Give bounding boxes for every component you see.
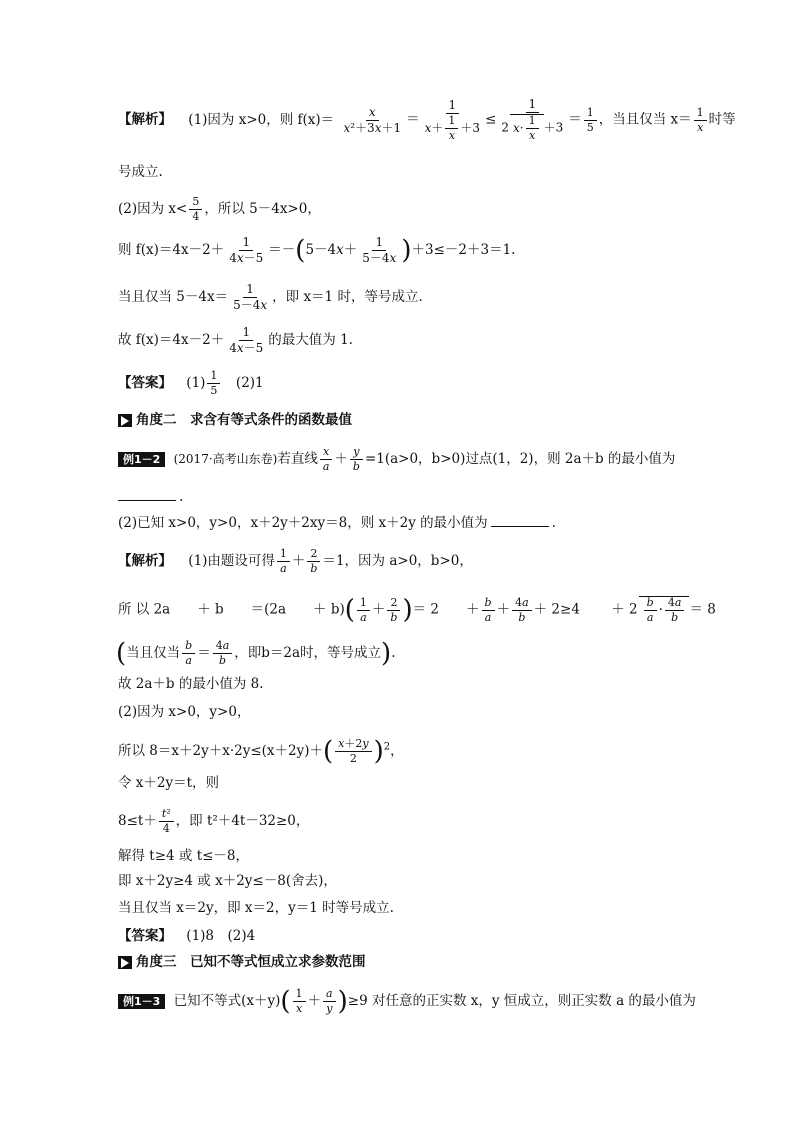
play-icon — [118, 956, 132, 969]
example-1-2-line1: 例1－2 (2017·高考山东卷)若直线 $\frac{x}{a}$ ＋ $\frac{y}{b}$ =1(a>0，b>0)过点(1，2)，则 2a＋b 的最小值为 — [118, 446, 675, 473]
solution2-line11: 当且仅当 x＝2y，即 x＝2，y＝1 时等号成立. — [118, 900, 394, 916]
analysis-label: 【解析】 — [118, 111, 172, 128]
fraction: 1 x＋ $\frac{1}{x}$ ＋3 — [424, 97, 481, 142]
solution1-line2: 号成立. — [118, 164, 163, 180]
solution2-line8: 8≤t＋ $\frac{\text{t²}}{4}$ ，即 t²＋4t－32≥0， — [118, 807, 310, 835]
solution1-p2-line2: 则 f(x)＝4x－2＋ $\frac{1}{4x-5}$ ＝－(5－4x＋ $\frac{1}{5-4x}$ )＋3≤－2＋3＝1. — [118, 235, 516, 266]
solution2-line10: 即 x＋2y≥4 或 x＋2y≤－8(舍去)， — [118, 873, 337, 889]
solution2-line1: 【解析】 (1)由题设可得 $\frac{1}{a}$ ＋ $\frac{2}{b}$ ＝1，因为 a>0，b>0， — [118, 547, 473, 575]
solution1-p2-line4: 故 f(x)＝4x－2＋ $\frac{1}{4x-5}$ 的最大值为 1. — [118, 325, 353, 355]
solution2-line3: (当且仅当 $\frac{b}{a}$ ＝ $\frac{4a}{b}$ ，即b＝2a时，等号成立). — [116, 638, 396, 669]
fraction: $\frac{x}{\text{x²＋3x＋1}}$ — [343, 104, 402, 135]
fraction: $\frac{1}{x}$ — [694, 107, 707, 134]
section-heading-angle3: 角度三 已知不等式恒成立求参数范围 — [118, 956, 366, 970]
play-icon — [118, 414, 132, 427]
solution2-line7: 令 x＋2y＝t，则 — [118, 775, 220, 791]
solution1-p2-line1: (2)因为 x< $\frac{5}{4}$ ，所以 5－4x>0， — [118, 195, 321, 223]
example-1-3-line1: 例1－3 已知不等式(x＋y)( $\frac{1}{x}$ ＋ $\frac{a}{y}$ )≥9 对任意的正实数 x，y 恒成立，则正实数 a 的最小值为 — [118, 988, 696, 1015]
section-heading-angle2: 角度二 求含有等式条件的函数最值 — [118, 414, 352, 428]
fraction: $\frac{1}{5}$ — [584, 107, 597, 134]
answer-blank — [491, 514, 549, 527]
example-1-2-blank: . — [118, 488, 183, 505]
example-1-2-q2: (2)已知 x>0，y>0，x＋2y＋2xy＝8，则 x＋2y 的最小值为 . — [118, 515, 556, 531]
solution2-line9: 解得 t≥4 或 t≤－8， — [118, 848, 250, 864]
answer-blank — [118, 488, 176, 501]
solution1-p2-line3: 当且仅当 5－4x＝ $\frac{1}{5-4x}$ ，即 x＝1 时，等号成立. — [118, 282, 423, 312]
fraction: 1 2 x· $\frac{1}{x}$ ＋3 — [501, 97, 564, 142]
example-tag: 例1－3 — [118, 994, 165, 1009]
example-tag: 例1－2 — [118, 452, 165, 467]
solution1-line1: 【解析】 (1)因为 x>0，则 f(x)＝ $\frac{x}{\text{x²＋3x＋1}}$ ＝ 1 x＋ $\frac{1}{x}$ ＋3 ≤ 1 2 x· $\frac{1}{x}$ ＋3 ＝ $\frac{1}{5}$ ，当且仅当 x＝ $\frac{1}{x}$ 时等 — [118, 97, 736, 142]
solution2-line5: (2)因为 x>0，y>0， — [118, 704, 251, 720]
solution2-line4: 故 2a＋b 的最小值为 8. — [118, 676, 264, 692]
solution2-answer: 【答案】 (1)8 (2)4 — [118, 928, 256, 944]
solution2-line2: 所 以 2a ＋ b ＝(2a ＋ b)( $\frac{1}{a}$ ＋ $\frac{2}{b}$ )＝ 2 ＋ $\frac{b}{a}$ ＋ $\frac{4a}{b}$ ＋ 2≥4 ＋ 2 $\frac{b}{a}$ · $\frac{4a}{b}$ ＝ 8 — [118, 595, 716, 625]
solution1-answer: 【答案】 (1) $\frac{1}{5}$ (2)1 — [118, 369, 264, 397]
solution2-line6: 所以 8＝x＋2y＋x·2y≤(x＋2y)＋( $\frac{x+2y}{2}$ )$^2$， — [118, 736, 404, 767]
